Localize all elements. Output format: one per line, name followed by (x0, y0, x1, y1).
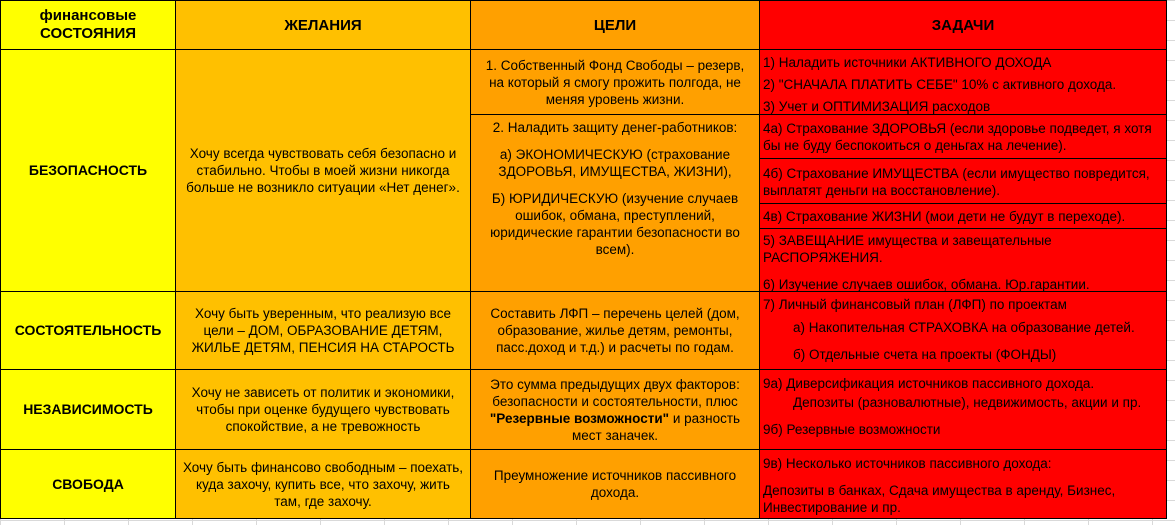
goal-security-2-title: 2. Наладить защиту денег-работников: (492, 120, 738, 135)
wish-security (175, 49, 471, 292)
task-4a-text: 4а) Страхование ЗДОРОВЬЯ (если здоровье подведет, я хотя бы не буду беспокоиться о деньгах на лечение). (763, 121, 1152, 153)
goal-security-2-economic: а) ЭКОНОМИЧЕСКУЮ (страхование ЗДОРОВЬЯ, ИМУЩЕСТВА, ЖИЗНИ), (498, 147, 732, 179)
task-9ab-group (759, 369, 1167, 450)
task-9v: 9в) Несколько источников пассивного дохода: (763, 456, 1052, 471)
wish-prosperity (175, 291, 471, 370)
wish-security-text: Хочу всегда чувствовать себя безопасно и стабильно. Чтобы в моей жизни никогда больше не возникло ситуации «Нет денег». (186, 146, 460, 195)
goal-security-1-text: 1. Собственный Фонд Свободы – резерв, на который я смогу прожить полгода, не меняя уровень жизни. (485, 57, 745, 107)
goal-independence-bold: "Резервные возможности" (489, 410, 670, 426)
goal-prosperity (470, 291, 760, 370)
goal-security-2-legal: Б) ЮРИДИЧЕСКУЮ (изучение случаев ошибок, обмана, преступлений, юридические гарантии безопасности во всем). (490, 191, 740, 257)
wish-prosperity-text: Хочу быть уверенным, что реализую все цели – ДОМ, ОБРАЗОВАНИЕ ДЕТЯМ, ЖИЛЬЕ ДЕТЯМ, ПЕНСИЯ НА СТАРОСТЬ (191, 306, 455, 355)
header-goals: ЦЕЛИ (470, 0, 760, 50)
state-freedom: СВОБОДА (0, 449, 176, 519)
header-states (0, 0, 176, 50)
goal-independence-text (477, 376, 753, 444)
goal-freedom-text: Преумножение источников пассивного дохода. (493, 468, 737, 500)
task-1: 1) Наладить источники АКТИВНОГО ДОХОДА (763, 55, 1052, 70)
task-9v-group (759, 449, 1167, 519)
header-tasks: ЗАДАЧИ (759, 0, 1167, 50)
task-3: 3) Учет и ОПТИМИЗАЦИЯ расходов (763, 99, 991, 114)
header-states-line2: СОСТОЯНИЯ (39, 25, 137, 42)
task-7-group (759, 291, 1167, 370)
wish-independence-text: Хочу не зависеть от политик и экономики, чтобы при оценке будущего чувствовать спокойствие, а не тревожность (191, 385, 455, 434)
task-9b: 9б) Резервные возможности (763, 422, 941, 437)
goal-freedom (470, 449, 760, 519)
wish-freedom (175, 449, 471, 519)
wish-independence (175, 369, 471, 450)
header-wishes: ЖЕЛАНИЯ (175, 0, 471, 50)
task-4b-text: 4б) Страхование ИМУЩЕСТВА (если имущество повредится, выплатят деньги на восстановление). (763, 166, 1150, 198)
task-9a: 9а) Диверсификация источников пассивного дохода. (763, 376, 1095, 391)
task-5: 5) ЗАВЕЩАНИЕ имущества и завещательные РАСПОРЯЖЕНИЯ. (763, 233, 1052, 265)
task-2: 2) "СНАЧАЛА ПЛАТИТЬ СЕБЕ" 10% с активного дохода. (763, 77, 1117, 92)
task-4v (759, 203, 1167, 229)
goal-independence (470, 369, 760, 450)
task-5-6 (759, 228, 1167, 292)
task-7b: б) Отдельные счета на проекты (ФОНДЫ) (793, 347, 1057, 362)
task-4v-text: 4в) Страхование ЖИЗНИ (мои дети не будут в переходе). (763, 209, 1126, 224)
task-9v-sub: Депозиты в банках, Сдача имущества в аренду, Бизнес, Инвестирование и пр. (763, 483, 1116, 515)
task-9a-sub: Депозиты (разновалютные), недвижимость, акции и пр. (793, 395, 1142, 410)
goal-security-1 (470, 49, 760, 115)
task-4b (759, 158, 1167, 204)
wish-freedom-text: Хочу быть финансово свободным – поехать, куда захочу, купить все, что захочу, жить там, где захочу. (182, 459, 464, 509)
goal-independence-pre: Это сумма предыдущих двух факторов: безопасности и состоятельности, плюс (490, 376, 740, 409)
header-states-line1: финансовые (39, 7, 137, 24)
task-7: 7) Личный финансовый план (ЛФП) по проектам (763, 297, 1067, 312)
task-6: 6) Изучение случаев ошибок, обмана. Юр.гарантии. (763, 277, 1090, 292)
goal-independence-post: и разность мест заначек. (571, 410, 741, 443)
task-4a (759, 114, 1167, 159)
state-independence: НЕЗАВИСИМОСТЬ (0, 369, 176, 450)
goal-security-2 (470, 114, 760, 292)
task-7a: а) Накопительная СТРАХОВКА на образование детей. (793, 320, 1135, 335)
goal-prosperity-text: Составить ЛФП – перечень целей (дом, образование, жилье детям, ремонты, пасс.доход и т.д.) и расчеты по годам. (490, 306, 740, 355)
task-security-1-3 (759, 49, 1167, 115)
state-prosperity: СОСТОЯТЕЛЬНОСТЬ (0, 291, 176, 370)
state-security: БЕЗОПАСНОСТЬ (0, 49, 176, 292)
